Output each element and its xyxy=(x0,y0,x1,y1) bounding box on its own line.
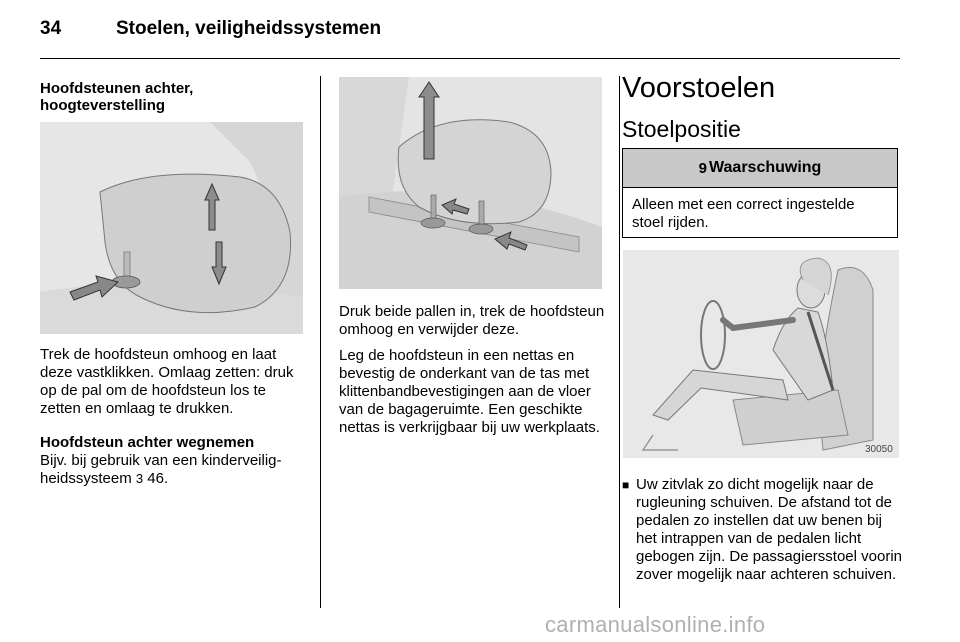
subsection-title: Stoelpositie xyxy=(622,116,741,142)
warning-label: Waarschuwing xyxy=(709,159,822,176)
warning-triangle-icon: 9 xyxy=(698,159,708,177)
paragraph-child-seat xyxy=(40,452,305,488)
column-divider-right xyxy=(619,76,620,608)
page-header-title: Stoelen, veiligheidssystemen xyxy=(116,18,382,39)
figure-code: 30050 xyxy=(865,444,893,455)
page-number: 34 xyxy=(40,18,62,39)
section-title: Voorstoelen xyxy=(622,72,776,104)
left-column-subheading-block xyxy=(40,80,305,114)
seat-position-drawing xyxy=(623,250,899,458)
paragraph-net-bag: Leg de hoofdsteun in een nettas en bevestig de onderkant van de tas met klittenbandbevestigingen aan de vloer van de bagageruimte. Een geschikte nettas is verkrijgbaar bij uw werkplaats. xyxy=(339,347,600,436)
bullet-square-icon: ■ xyxy=(622,478,630,492)
bullet-item-seat-position xyxy=(622,476,902,584)
rear-headrest-drawing xyxy=(40,122,303,334)
warning-box xyxy=(622,148,898,238)
paragraph-remove-headrest: Druk beide pallen in, trek de hoofdsteun omhoog en verwijder deze. xyxy=(339,303,605,338)
subheading-rear-headrest-height: Hoofdsteunen achter, hoogteverstelling xyxy=(40,80,194,114)
seat-position-illustration xyxy=(623,250,899,458)
headrest-removal-drawing xyxy=(339,77,602,289)
bullet-item-text: Uw zitvlak zo dicht mogelijk naar de rugleuning schuiven. De afstand tot de pedalen zo instellen dat uw benen bij het intrappen van de pedalen licht gebogen zijn. De passagiersstoel voorin zover mogelijk naar achteren schuiven. xyxy=(636,476,902,583)
warning-text: Alleen met een correct ingestelde stoel rijden. xyxy=(632,196,855,231)
page-reference-icon: 3 xyxy=(135,471,144,486)
subheading-remove-rear-headrest: Hoofdsteun achter wegnemen xyxy=(40,434,255,451)
page-reference-number: 46. xyxy=(143,470,169,487)
headrest-removal-illustration xyxy=(339,77,602,289)
middle-column-text xyxy=(339,303,607,437)
header-divider xyxy=(40,58,900,59)
left-column-text xyxy=(40,346,305,488)
watermark-text: carmanualsonline.info xyxy=(545,612,766,637)
rear-headrest-illustration xyxy=(40,122,303,334)
paragraph-raise-lower: Trek de hoofdsteun omhoog en laat deze vastklikken. Omlaag zetten: druk op de pal om de hoofdsteun los te zetten en omlaag te drukken. xyxy=(40,346,294,417)
column-divider-left xyxy=(320,76,321,608)
paragraph-child-seat-text: Bijv. bij gebruik van een kinderveiligheidssysteem xyxy=(40,452,282,487)
warning-header xyxy=(623,149,897,188)
